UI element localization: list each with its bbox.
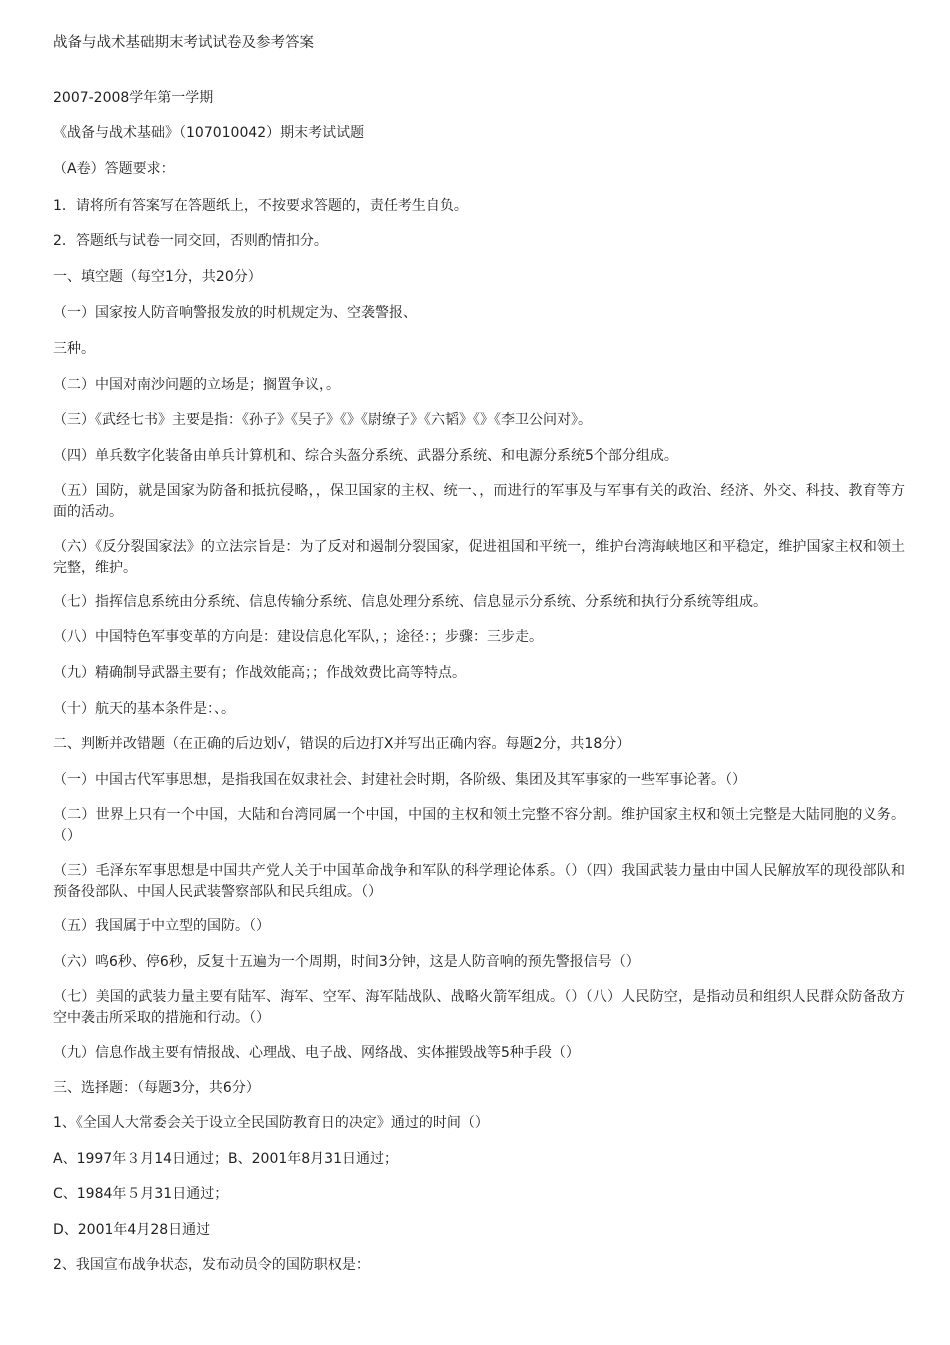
s1-question-8: （八）中国特色军事变革的方向是：建设信息化军队，；途径：；步骤：三步走。	[53, 629, 543, 645]
s2-question-1: （一）中国古代军事思想，是指我国在奴隶社会、封建社会时期，各阶级、集团及其军事家的一些军事论著。（）	[53, 772, 746, 788]
s3-question-2: 2、我国宣布战争状态，发布动员令的国防职权是：	[53, 1257, 370, 1273]
s1-question-10: （十）航天的基本条件是：、。	[53, 701, 235, 717]
s1-question-6: （六）《反分裂国家法》的立法宗旨是：为了反对和遏制分裂国家，促进祖国和平统一，维护台湾海峡地区和平稳定，维护国家主权和领土完整，维护。	[53, 539, 905, 576]
s2-question-7-8: （七）美国的武装力量主要有陆军、海军、空军、海军陆战队、战略火箭军组成。（）（八）人民防空，是指动员和组织人民群众防备敌方空中袭击所采取的措施和行动。（）	[53, 989, 905, 1026]
s2-question-6: （六）鸣6秒、停6秒，反复十五遍为一个周期，时间3分钟，这是人防音响的预先警报信号（）	[53, 954, 640, 970]
s2-question-2: （二）世界上只有一个中国，大陆和台湾同属一个中国，中国的主权和领土完整不容分割。维护国家主权和领土完整是大陆同胞的义务。（）	[53, 807, 905, 844]
semester-line: 2007-2008学年第一学期	[53, 90, 214, 106]
section-2-heading: 二、判断并改错题（在正确的后边划√，错误的后边打X并写出正确内容。每题2分，共18分）	[53, 736, 631, 752]
document-title: 战备与战术基础期末考试试卷及参考答案	[53, 35, 314, 51]
paper-type-line: （A卷）答题要求：	[53, 161, 175, 177]
s1-question-2: （二）中国对南沙问题的立场是；搁置争议，。	[53, 377, 340, 393]
s1-question-4: （四）单兵数字化装备由单兵计算机和、综合头盔分系统、武器分系统、和电源分系统5个部分组成。	[53, 448, 678, 464]
s1-question-1-line-2: 三种。	[53, 341, 95, 357]
s1-question-3: （三）《武经七书》主要是指：《孙子》《吴子》《》《尉缭子》《六韬》《》《李卫公问对》。	[53, 412, 592, 428]
s1-question-7: （七）指挥信息系统由分系统、信息传输分系统、信息处理分系统、信息显示分系统、分系统和执行分系统等组成。	[53, 594, 767, 610]
s1-question-9: （九）精确制导武器主要有；作战效能高；；作战效费比高等特点。	[53, 665, 466, 681]
s2-question-5: （五）我国属于中立型的国防。（）	[53, 918, 270, 934]
s3-question-1-option-d: D、2001年4月28日通过	[53, 1222, 211, 1238]
section-1-heading: 一、填空题（每空1分，共20分）	[53, 269, 262, 285]
s1-question-5: （五）国防，就是国家为防备和抵抗侵略，，保卫国家的主权、统一、，而进行的军事及与军事有关的政治、经济、外交、科技、教育等方面的活动。	[53, 483, 905, 520]
s2-question-9: （九）信息作战主要有情报战、心理战、电子战、网络战、实体摧毁战等5种手段（）	[53, 1045, 580, 1061]
rule-1: 1．请将所有答案写在答题纸上，不按要求答题的，责任考生自负。	[53, 198, 468, 214]
s2-question-3-4: （三）毛泽东军事思想是中国共产党人关于中国革命战争和军队的科学理论体系。（）（四）我国武装力量由中国人民解放军的现役部队和预备役部队、中国人民武装警察部队和民兵组成。（）	[53, 863, 905, 900]
rule-2: 2．答题纸与试卷一同交回，否则酌情扣分。	[53, 233, 328, 249]
s3-question-1-options-ab: A、1997年３月14日通过；B、2001年8月31日通过；	[53, 1151, 398, 1167]
s3-question-1-option-c: C、1984年５月31日通过；	[53, 1186, 229, 1202]
section-3-heading: 三、选择题：（每题3分，共6分）	[53, 1080, 260, 1096]
exam-title: 《战备与战术基础》（107010042）期末考试试题	[53, 125, 365, 141]
s3-question-1: 1、《全国人大常委会关于设立全民国防教育日的决定》通过的时间（）	[53, 1115, 489, 1131]
s1-question-1-line-1: （一）国家按人防音响警报发放的时机规定为、空袭警报、	[53, 305, 417, 321]
